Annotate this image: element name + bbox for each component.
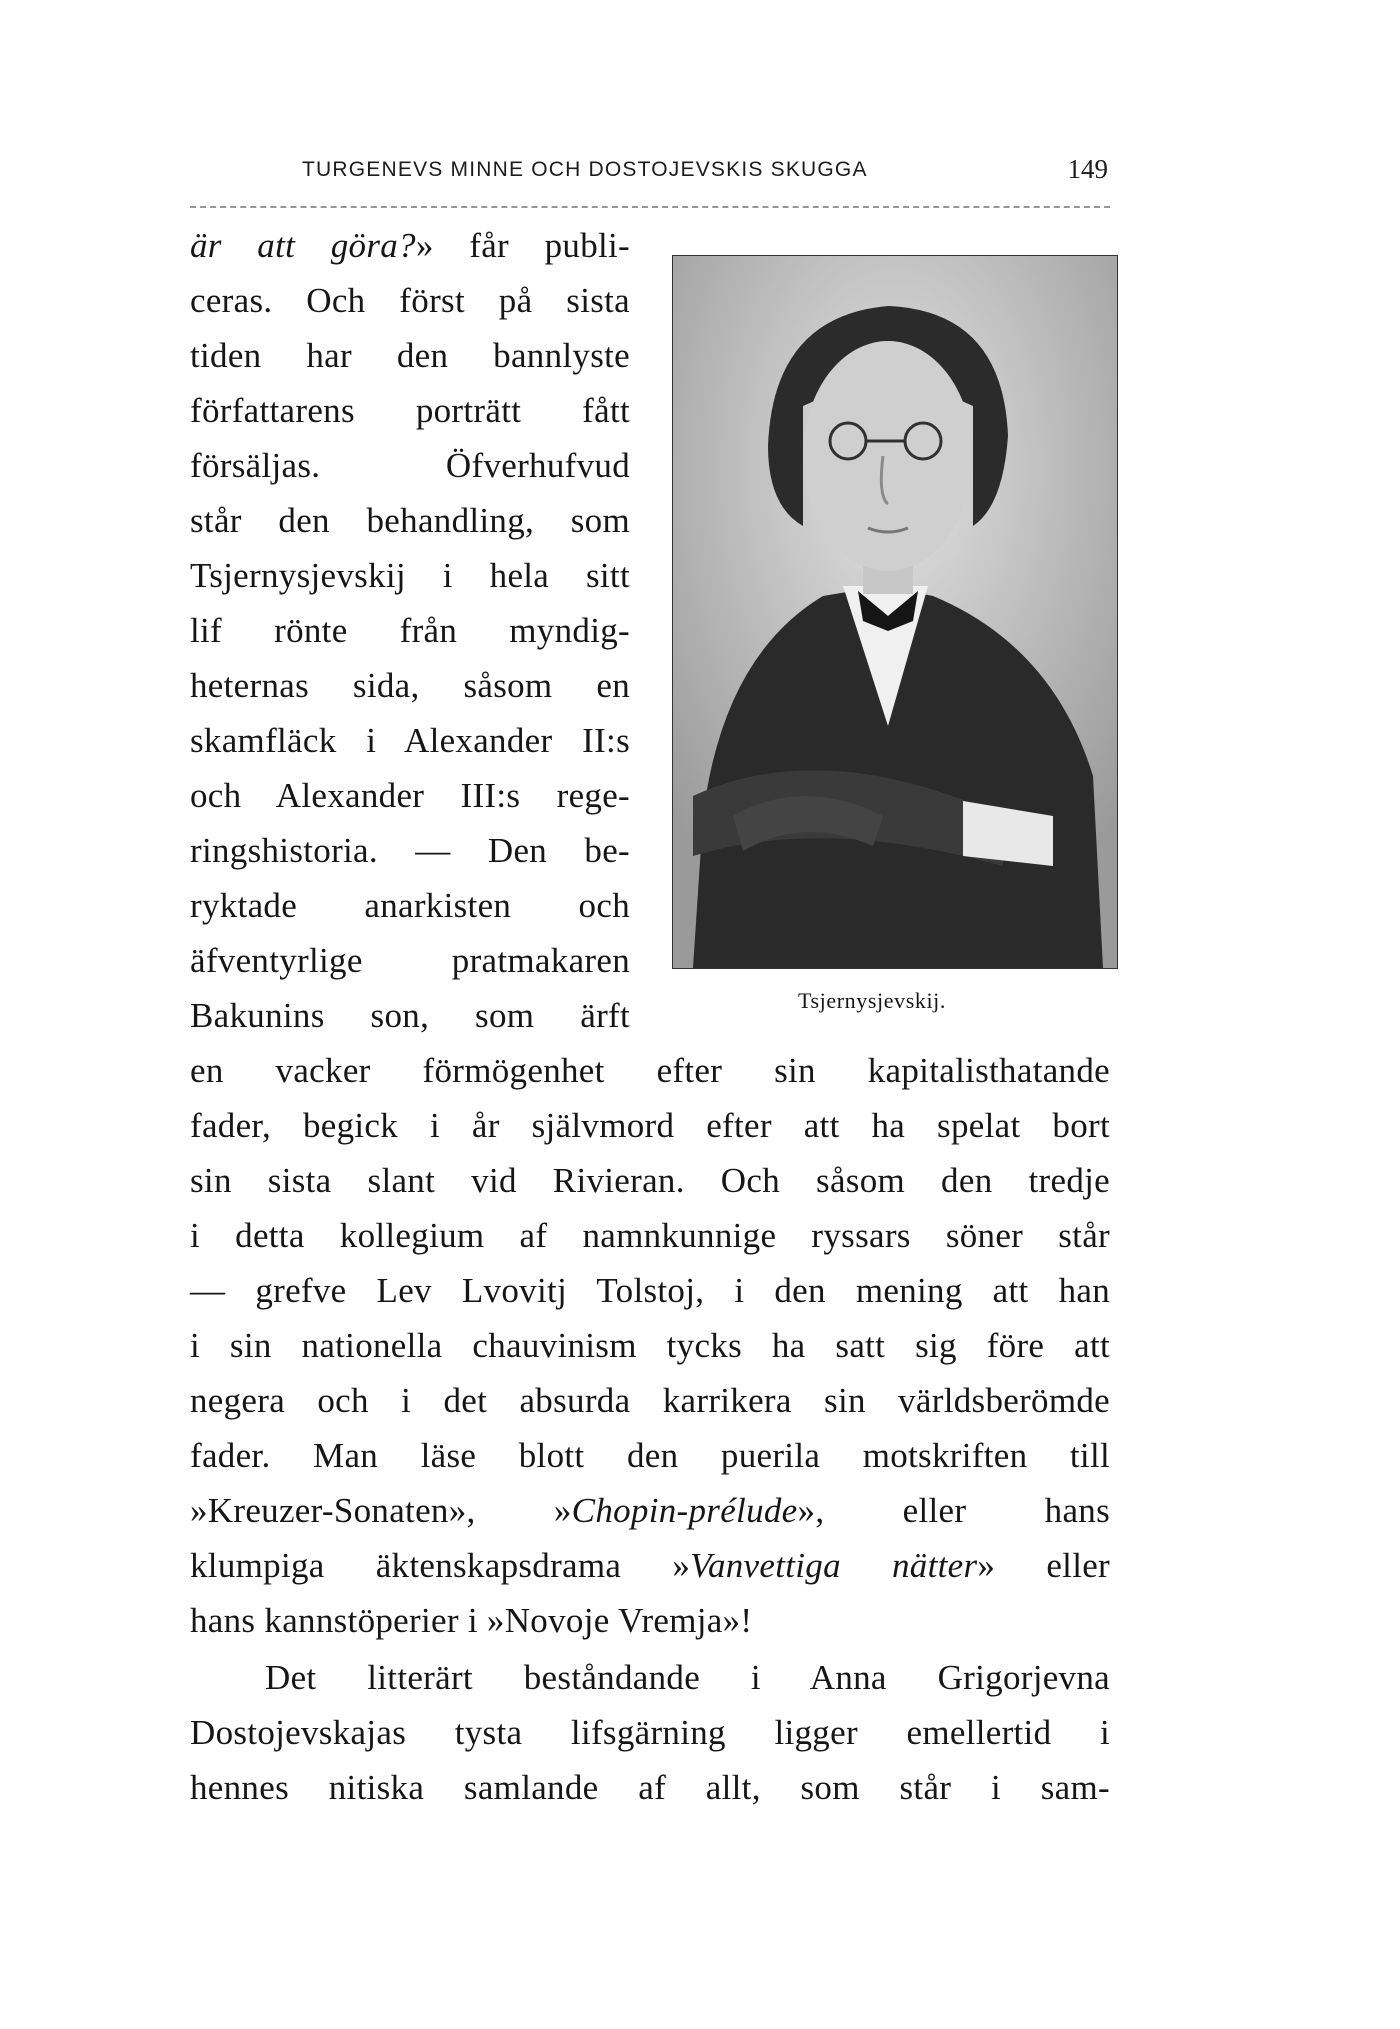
text-line: en vacker förmögenhet efter sin kapitalisthatande: [190, 1051, 1110, 1090]
portrait-illustration: [673, 256, 1117, 968]
italic-phrase: Chopin-prélude: [571, 1491, 798, 1530]
text-line: ringshistoria. — Den be-: [190, 831, 630, 870]
running-head: [190, 152, 1110, 196]
page-number: 149: [1067, 154, 1108, 184]
portrait-image: [672, 255, 1118, 969]
text-line: skamfläck i Alexander II:s: [190, 721, 630, 760]
text-line: Bakunins son, som ärft: [190, 996, 630, 1035]
text-span: klumpiga äktenskapsdrama »: [190, 1546, 691, 1585]
text-line: och Alexander III:s rege-: [190, 776, 630, 815]
text-line: [190, 1483, 1110, 1539]
text-line: står den behandling, som: [190, 501, 630, 540]
text-line: Tsjernysjevskij i hela sitt: [190, 556, 630, 595]
text-line: sin sista slant vid Rivieran. Och såsom den tredje: [190, 1161, 1110, 1200]
text-line: äfventyrlige pratmakaren: [190, 941, 630, 980]
paragraph-first-line: Det litterärt beståndande i Anna Grigorjevna: [265, 1658, 1110, 1697]
text-line: försäljas. Öfverhufvud: [190, 446, 630, 485]
text-line: [190, 1538, 1110, 1594]
text-line: i detta kollegium af namnkunnige ryssars söner står: [190, 1216, 1110, 1255]
italic-phrase: Vanvettiga nätter: [690, 1546, 978, 1585]
text-line: ryktade anarkisten och: [190, 886, 630, 925]
text-line: tiden har den bannlyste: [190, 336, 630, 375]
text-line: Dostojevskajas tysta lifsgärning ligger emellertid i: [190, 1713, 1110, 1752]
text-line: negera och i det absurda karrikera sin världsberömde: [190, 1381, 1110, 1420]
header-rule: [190, 206, 1110, 208]
text-line: ceras. Och först på sista: [190, 281, 630, 320]
figure: [672, 255, 1118, 1013]
figure-caption: Tsjernysjevskij.: [798, 988, 946, 1013]
text-line: i sin nationella chauvinism tycks ha satt sig före att: [190, 1326, 1110, 1365]
text-line: heternas sida, såsom en: [190, 666, 630, 705]
text-line: [190, 218, 630, 274]
text-line: — grefve Lev Lvovitj Tolstoj, i den mening att han: [190, 1271, 1110, 1310]
text-span: » får publi-: [415, 226, 630, 265]
text-line: hennes nitiska samlande af allt, som står i sam-: [190, 1768, 1110, 1807]
text-line: fader. Man läse blott den puerila motskriften till: [190, 1436, 1110, 1475]
text-span: », eller hans: [797, 1491, 1111, 1530]
running-title: TURGENEVS MINNE OCH DOSTOJEVSKIS SKUGGA: [302, 158, 868, 181]
text-span: » eller: [977, 1546, 1111, 1585]
italic-phrase: är att göra?: [190, 226, 416, 265]
text-line: fader, begick i år självmord efter att ha spelat bort: [190, 1106, 1110, 1145]
text-line: författarens porträtt fått: [190, 391, 630, 430]
text-span: »Kreuzer-Sonaten», »: [190, 1491, 572, 1530]
text-line: hans kannstöperier i »Novoje Vremja»!: [190, 1601, 753, 1640]
text-line: lif rönte från myndig-: [190, 611, 630, 650]
